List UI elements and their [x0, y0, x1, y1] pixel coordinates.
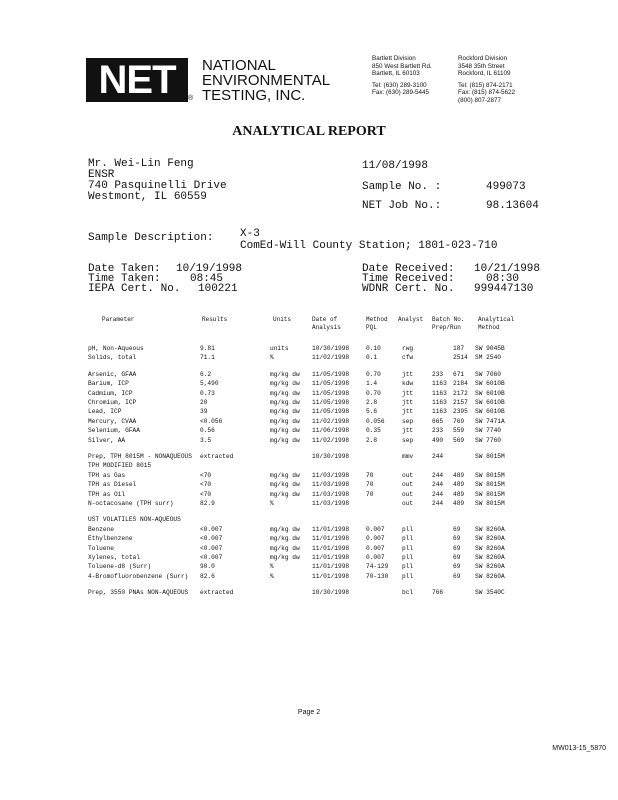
parameter-cell: Solids, total	[88, 354, 137, 362]
pql-cell: 0.007	[366, 544, 385, 552]
sample-desc-1: X-3	[240, 228, 260, 240]
result-cell: 0.56	[200, 427, 215, 435]
col-results: Results	[202, 316, 228, 323]
client-street: 740 Pasquinelli Drive	[88, 180, 227, 192]
address-line: Rockford Division	[458, 55, 507, 62]
client-name: Mr. Wei-Lin Feng	[88, 158, 194, 170]
run-cell: 69	[453, 525, 461, 533]
analyst-cell: jtt	[402, 427, 414, 435]
date-cell: 11/01/1998	[312, 544, 350, 552]
analyst-cell: sep	[402, 417, 414, 425]
table-row	[0, 353, 618, 363]
parameter-cell: N-octacosane (TPH surr)	[88, 500, 174, 507]
result-cell: <0.056	[200, 417, 223, 425]
analyst-cell: pll	[402, 572, 414, 580]
parameter-cell: Selenium, GFAA	[88, 427, 140, 435]
method-cell: SW 7060	[475, 370, 501, 378]
col-parameter: Parameter	[102, 316, 135, 323]
table-row	[0, 588, 618, 598]
units-cell: %	[270, 500, 274, 507]
analyst-cell: jtt	[402, 408, 414, 416]
run-cell: 69	[453, 563, 461, 571]
address-line: Tel: (630) 289-3100	[372, 81, 427, 89]
pql-cell: 74-129	[366, 563, 389, 571]
rockford-address	[458, 55, 515, 105]
address-line: Fax: (630) 289-5445	[372, 89, 430, 97]
date-cell: 11/05/1998	[312, 389, 350, 397]
col-analytical-line: Analytical	[478, 316, 515, 323]
time-taken-label: Time Taken:	[88, 273, 161, 285]
pql-cell: 70	[366, 490, 374, 498]
date-cell: 11/05/1998	[312, 380, 350, 388]
date-received-label: Date Received:	[362, 263, 455, 275]
run-cell: 489	[453, 481, 465, 489]
units-cell: %	[270, 354, 274, 362]
table-row	[0, 499, 618, 509]
date-cell: 11/01/1998	[312, 563, 350, 571]
parameter-cell: Benzene	[88, 525, 114, 533]
method-cell: SW 8260A	[475, 525, 505, 533]
parameter-cell: Mercury, CVAA	[88, 417, 137, 425]
sample-no-label: Sample No. :	[362, 181, 442, 193]
pql-cell: 2.8	[366, 436, 378, 444]
result-cell: extracted	[200, 589, 234, 597]
address-line: Bartlett Division	[372, 55, 416, 62]
address-line: 850 West Bartlett Rd.	[372, 62, 432, 70]
address-line: Fax: (815) 874-5622	[458, 89, 516, 97]
date-cell: 11/01/1998	[312, 554, 350, 561]
units-cell: units	[270, 345, 289, 352]
parameter-cell: Cadmium, ICP	[88, 389, 133, 397]
result-cell: 82.6	[200, 572, 215, 580]
run-cell: 2514	[453, 354, 468, 362]
analyst-cell: bcl	[402, 589, 414, 597]
method-cell: SW 8015M	[475, 453, 505, 460]
run-cell: 69	[453, 544, 461, 552]
parameter-cell: Barium, ICP	[88, 380, 129, 388]
sample-desc-2: ComEd-Will County Station; 1801-023-710	[240, 240, 498, 252]
date-cell: 10/30/1998	[312, 589, 350, 597]
analyst-cell: out	[402, 481, 414, 489]
analyst-cell: pll	[402, 535, 414, 543]
col-units: Units	[273, 316, 292, 323]
analyst-cell: jtt	[402, 389, 414, 397]
parameter-cell: TPH as Diesel	[88, 481, 137, 489]
method-cell: SW 8260A	[475, 535, 505, 543]
batch-cell: 233	[432, 370, 444, 378]
units-cell: mg/kg dw	[270, 481, 300, 489]
date-cell: 11/01/1998	[312, 525, 350, 533]
pql-cell: 0.70	[366, 389, 381, 397]
result-cell: 71.1	[200, 354, 215, 362]
method-cell: SW 6010B	[475, 399, 505, 406]
run-cell: 2172	[453, 389, 468, 397]
client-company: ENSR	[88, 169, 115, 181]
parameter-cell: Toluene	[88, 544, 114, 552]
analyst-cell: sep	[402, 436, 414, 444]
wdnr-label: WDNR Cert. No.	[362, 283, 455, 295]
units-cell: mg/kg dw	[270, 399, 300, 406]
analyst-cell: pll	[402, 554, 414, 561]
analyst-cell: jtt	[402, 399, 414, 406]
parameter-cell: TPH as Gas	[88, 471, 126, 479]
address-line: 3548 35th Street	[458, 62, 505, 70]
analyst-cell: jtt	[402, 370, 414, 378]
batch-cell: 244	[432, 471, 444, 479]
parameter-cell: UST VOLATILES NON-AQUEOUS	[88, 516, 181, 524]
parameter-cell: Silver, AA	[88, 436, 126, 444]
parameter-cell: pH, Non-Aqueous	[88, 345, 144, 352]
result-cell: 6.2	[200, 370, 212, 378]
analyst-cell: rwg	[402, 345, 414, 352]
units-cell: mg/kg dw	[270, 471, 300, 479]
method-cell: SW 9045B	[475, 345, 505, 352]
units-cell: mg/kg dw	[270, 436, 300, 444]
parameter-cell: Toluene-d8 (Surr)	[88, 563, 152, 571]
result-cell: <70	[200, 481, 212, 489]
pql-cell: 2.8	[366, 399, 378, 406]
col-batch-line: Batch No.	[432, 316, 465, 323]
method-cell: SW 7471A	[475, 417, 505, 425]
sample-no: 499073	[486, 181, 526, 193]
pql-cell: 0.70	[366, 370, 381, 378]
date-cell: 11/02/1998	[312, 417, 350, 425]
method-cell: SW 6010B	[475, 380, 505, 388]
method-cell: SW 8015M	[475, 481, 505, 489]
parameter-cell: TPH as Oil	[88, 490, 126, 498]
units-cell: mg/kg dw	[270, 389, 300, 397]
pql-cell: 0.007	[366, 554, 385, 561]
time-received: 08:30	[486, 273, 520, 285]
col-date	[312, 316, 341, 332]
run-cell: 489	[453, 500, 465, 507]
date-cell: 11/05/1998	[312, 399, 350, 406]
pql-cell: 1.4	[366, 380, 378, 388]
run-cell: 489	[453, 490, 465, 498]
net-logo: NET	[86, 58, 188, 102]
method-cell: SW 8015M	[475, 490, 505, 498]
table-row	[0, 436, 618, 446]
run-cell: 569	[453, 436, 465, 444]
analyst-cell: out	[402, 490, 414, 498]
pql-cell: 0.056	[366, 417, 385, 425]
time-received-label: Time Received:	[362, 273, 455, 285]
parameter-cell: Lead, ICP	[88, 408, 122, 416]
method-cell: SW 8260A	[475, 572, 505, 580]
run-cell: 769	[453, 417, 465, 425]
date-cell: 10/30/1998	[312, 453, 350, 460]
result-cell: 82.9	[200, 500, 215, 507]
method-cell: SM 2540	[475, 354, 501, 362]
date-cell: 10/30/1998	[312, 345, 350, 352]
date-taken-label: Date Taken:	[88, 263, 161, 275]
iepa-label: IEPA Cert. No.	[88, 283, 181, 295]
iepa-cert: 100221	[198, 283, 238, 295]
document-id: MW013-15_5870	[552, 745, 606, 752]
analyst-cell: pll	[402, 525, 414, 533]
result-cell: <0.007	[200, 535, 223, 543]
run-cell: 69	[453, 535, 461, 543]
run-cell: 2184	[453, 380, 468, 388]
batch-cell: 244	[432, 490, 444, 498]
units-cell: %	[270, 572, 274, 580]
result-cell: 5,490	[200, 380, 219, 388]
units-cell: mg/kg dw	[270, 408, 300, 416]
batch-cell: 233	[432, 427, 444, 435]
result-cell: 39	[200, 408, 208, 416]
col-method-line: Method	[366, 316, 388, 323]
batch-cell: 244	[432, 481, 444, 489]
company-line: NATIONAL	[202, 57, 276, 74]
date-cell: 11/03/1998	[312, 481, 350, 489]
report-title: ANALYTICAL REPORT	[232, 124, 386, 139]
result-cell: <0.007	[200, 544, 223, 552]
method-cell: SW 7740	[475, 427, 501, 435]
result-cell: <70	[200, 471, 212, 479]
parameter-cell: Prep, 3550 PNAs NON-AQUEOUS	[88, 589, 189, 597]
col-batch-line: Prep/Run	[432, 324, 461, 331]
pql-cell: 0.35	[366, 427, 381, 435]
result-cell: <0.007	[200, 554, 223, 561]
pql-cell: 0.007	[366, 525, 385, 533]
date-cell: 11/05/1998	[312, 408, 350, 416]
col-analytical-method	[478, 316, 514, 332]
analyst-cell: out	[402, 471, 414, 479]
analyst-cell: out	[402, 500, 414, 507]
units-cell: mg/kg dw	[270, 554, 300, 561]
date-cell: 11/03/1998	[312, 490, 350, 498]
date-cell: 11/05/1998	[312, 370, 350, 378]
parameter-cell: TPH MODIFIED 8015	[88, 462, 152, 470]
pql-cell: 0.10	[366, 345, 381, 352]
wdnr-cert: 999447130	[474, 283, 534, 295]
pql-cell: 70	[366, 481, 374, 489]
date-cell: 11/02/1998	[312, 436, 350, 444]
address-line: (800) 807-2877	[458, 96, 502, 104]
date-received: 10/21/1998	[474, 263, 541, 275]
pql-cell: 5.6	[366, 408, 378, 416]
units-cell: mg/kg dw	[270, 535, 300, 543]
batch-cell: 244	[432, 453, 444, 460]
time-taken: 08:45	[190, 273, 224, 285]
result-cell: <0.007	[200, 525, 223, 533]
analyst-cell: mmv	[402, 453, 414, 460]
result-cell: 90.0	[200, 563, 215, 571]
result-cell: 3.5	[200, 436, 212, 444]
job-no: 98.13604	[486, 200, 539, 212]
batch-cell: 766	[432, 589, 444, 597]
col-analytical-line: Method	[478, 324, 500, 331]
date-cell: 11/02/1998	[312, 354, 350, 362]
col-date-line: Analysis	[312, 324, 341, 331]
run-cell: 69	[453, 572, 461, 580]
method-cell: SW 8260A	[475, 554, 505, 561]
batch-cell: 1163	[432, 408, 447, 416]
run-cell: 489	[453, 471, 465, 479]
company-line: TESTING, INC.	[202, 87, 306, 104]
registered-mark: ®	[188, 95, 194, 102]
result-cell: 9.81	[200, 345, 215, 352]
method-cell: SW 7760	[475, 436, 501, 444]
table-row	[0, 572, 618, 582]
run-cell: 2157	[453, 399, 468, 406]
batch-cell: 1163	[432, 380, 447, 388]
method-cell: SW 8260A	[475, 563, 505, 571]
client-city: Westmont, IL 60559	[88, 191, 207, 203]
report-date: 11/08/1998	[362, 160, 429, 172]
batch-cell: 244	[432, 500, 444, 507]
date-cell: 11/03/1998	[312, 500, 350, 507]
parameter-cell: Arsenic, GFAA	[88, 370, 137, 378]
run-cell: 69	[453, 554, 461, 561]
batch-cell: 490	[432, 436, 444, 444]
batch-cell: 1163	[432, 399, 447, 406]
result-cell: extracted	[200, 453, 234, 460]
sample-desc-label: Sample Description:	[88, 232, 214, 244]
units-cell: mg/kg dw	[270, 427, 300, 435]
run-cell: 187	[453, 345, 465, 352]
method-cell: SW 6010B	[475, 389, 505, 397]
method-cell: SW 8260A	[475, 544, 505, 552]
method-cell: SW 3540C	[475, 589, 505, 597]
date-cell: 11/06/1998	[312, 427, 350, 435]
run-cell: 671	[453, 370, 465, 378]
pql-cell: 70	[366, 471, 374, 479]
pql-cell: 70-130	[366, 572, 389, 580]
page-number: Page 2	[297, 709, 321, 716]
analyst-cell: cfw	[402, 354, 414, 362]
col-date-line: Date of	[312, 316, 338, 323]
units-cell: %	[270, 563, 274, 571]
pql-cell: 0.007	[366, 535, 385, 543]
units-cell: mg/kg dw	[270, 525, 300, 533]
company-line: ENVIRONMENTAL	[202, 72, 331, 89]
parameter-cell: Prep, TPH 8015M - NONAQUEOUS	[88, 453, 192, 460]
units-cell: mg/kg dw	[270, 370, 300, 378]
units-cell: mg/kg dw	[270, 490, 300, 498]
units-cell: mg/kg dw	[270, 544, 300, 552]
run-cell: 2395	[453, 408, 468, 416]
address-line: Bartlett, IL 60103	[372, 70, 420, 78]
date-cell: 11/01/1998	[312, 535, 350, 543]
run-cell: 559	[453, 427, 465, 435]
parameter-cell: Xylenes, total	[88, 554, 140, 561]
method-cell: SW 8015M	[475, 500, 505, 507]
address-line: Rockford, IL 61109	[458, 70, 511, 78]
method-cell: SW 8015M	[475, 471, 505, 479]
date-taken: 10/19/1998	[176, 263, 243, 275]
result-cell: <70	[200, 490, 212, 498]
parameter-cell: 4-Bromofluorobenzene (Surr)	[88, 572, 189, 580]
parameter-cell: Chromium, ICP	[88, 399, 137, 406]
date-cell: 11/03/1998	[312, 471, 350, 479]
analyst-cell: kdw	[402, 380, 414, 388]
pql-cell: 0.1	[366, 354, 378, 362]
address-line: Tel: (815) 874-2171	[458, 81, 513, 89]
analyst-cell: pll	[402, 563, 414, 571]
parameter-cell: Ethylbenzene	[88, 535, 133, 543]
col-analyst: Analyst	[398, 316, 424, 323]
method-cell: SW 6010B	[475, 408, 505, 416]
company-name	[202, 58, 330, 103]
analyst-cell: pll	[402, 544, 414, 552]
col-method-pql	[366, 316, 388, 332]
batch-cell: 1163	[432, 389, 447, 397]
date-cell: 11/01/1998	[312, 572, 350, 580]
job-no-label: NET Job No.:	[362, 200, 442, 212]
result-cell: 20	[200, 399, 208, 406]
col-batch	[432, 316, 464, 332]
col-method-line: PQL	[366, 324, 377, 331]
units-cell: mg/kg dw	[270, 417, 300, 425]
result-cell: 0.73	[200, 389, 215, 397]
bartlett-address	[372, 55, 432, 97]
batch-cell: 665	[432, 417, 444, 425]
units-cell: mg/kg dw	[270, 380, 300, 388]
